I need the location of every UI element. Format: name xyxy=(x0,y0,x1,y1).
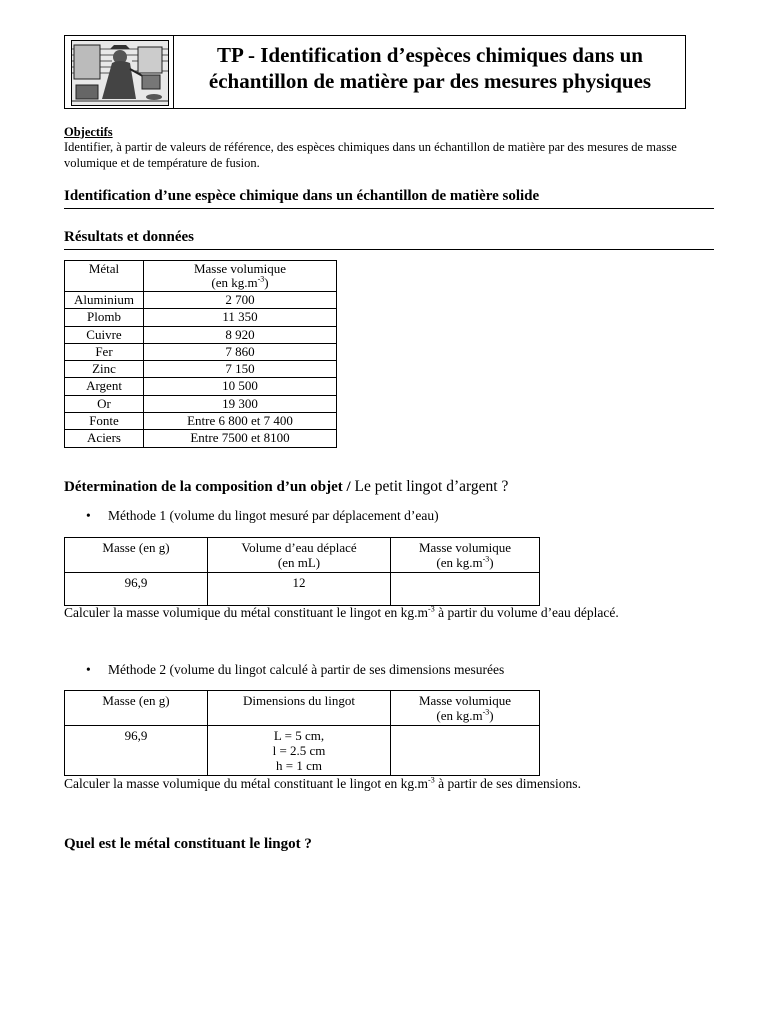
header-density: Masse volumique (en $kg.m^{-3}$) xyxy=(391,538,540,573)
table-row xyxy=(65,361,337,378)
method1-instruction: Calculer la masse volumique du métal constituant le lingot en $kg.m^{-3}$ à partir du volume d’eau déplacé. xyxy=(64,604,619,620)
table-row xyxy=(65,573,540,606)
table-header-row xyxy=(65,538,540,573)
table-row xyxy=(65,309,337,326)
objectives-heading: Objectifs xyxy=(64,125,113,139)
method1-table xyxy=(64,537,540,606)
objectives-text: Identifier, à partir de valeurs de référence, des espèces chimiques dans un échantillon de matière par des mesures de masse volumique et de température de fusion. xyxy=(64,140,677,170)
section-title-identification: Identification d’une espèce chimique dans un échantillon de matière solide xyxy=(64,188,714,209)
cell-density-answer[interactable] xyxy=(391,573,540,606)
header-density: Masse volumique (en $kg.m^{-3}$) xyxy=(144,261,337,292)
metal-name: Aluminium xyxy=(65,292,144,309)
table-row xyxy=(65,430,337,447)
metal-name: Fer xyxy=(65,343,144,360)
cell-density-answer[interactable] xyxy=(391,726,540,776)
method2-label: • Méthode 2 (volume du lingot calculé à partir de ses dimensions mesurées xyxy=(86,662,505,677)
determination-heading: Détermination de la composition d’un objet / Le petit lingot d’argent ? xyxy=(64,478,509,495)
method1-label: • Méthode 1 (volume du lingot mesuré par déplacement d’eau) xyxy=(86,508,439,523)
bullet-icon: • xyxy=(86,508,91,523)
method2-table xyxy=(64,690,540,776)
metal-density-table xyxy=(64,260,337,448)
cell-dimensions: L = 5 cm, l = 2.5 cm h = 1 cm xyxy=(208,726,391,776)
metal-name: Cuivre xyxy=(65,326,144,343)
table-row xyxy=(65,378,337,395)
header-volume: Volume d’eau déplacé (en mL) xyxy=(208,538,391,573)
metal-name: Argent xyxy=(65,378,144,395)
header-divider xyxy=(173,36,174,108)
header-metal: Métal xyxy=(65,261,144,292)
metal-density: 7 150 xyxy=(144,361,337,378)
page-title: TP - Identification d’espèces chimiques dans un échantillon de matière par des mesures physiques xyxy=(208,43,652,93)
alchemist-engraving-icon xyxy=(71,40,169,106)
table-row xyxy=(65,343,337,360)
metal-density: 8 920 xyxy=(144,326,337,343)
metal-density: 19 300 xyxy=(144,395,337,412)
table-header-row xyxy=(65,261,337,292)
cell-mass: 96,9 xyxy=(65,573,208,606)
header-dimensions: Dimensions du lingot xyxy=(208,691,391,726)
table-row xyxy=(65,292,337,309)
metal-name: Fonte xyxy=(65,413,144,430)
final-question: Quel est le métal constituant le lingot ? xyxy=(64,836,312,852)
method2-instruction: Calculer la masse volumique du métal constituant le lingot en $kg.m^{-3}$ à partir de ses dimensions. xyxy=(64,775,581,791)
cell-mass: 96,9 xyxy=(65,726,208,776)
metal-density: 11 350 xyxy=(144,309,337,326)
metal-density: 2 700 xyxy=(144,292,337,309)
metal-name: Plomb xyxy=(65,309,144,326)
section-title-results: Résultats et données xyxy=(64,229,714,250)
metal-density: 7 860 xyxy=(144,343,337,360)
bullet-icon: • xyxy=(86,662,91,677)
header-mass: Masse (en g) xyxy=(65,691,208,726)
metal-name: Aciers xyxy=(65,430,144,447)
page-header xyxy=(64,35,686,109)
table-header-row xyxy=(65,691,540,726)
metal-density: 10 500 xyxy=(144,378,337,395)
cell-volume: 12 xyxy=(208,573,391,606)
header-density: Masse volumique (en $kg.m^{-3}$) xyxy=(391,691,540,726)
header-mass: Masse (en g) xyxy=(65,538,208,573)
table-row xyxy=(65,395,337,412)
metal-density: Entre 6 800 et 7 400 xyxy=(144,413,337,430)
metal-name: Zinc xyxy=(65,361,144,378)
table-row xyxy=(65,726,540,776)
metal-density: Entre 7500 et 8100 xyxy=(144,430,337,447)
table-row xyxy=(65,326,337,343)
metal-name: Or xyxy=(65,395,144,412)
table-row xyxy=(65,413,337,430)
